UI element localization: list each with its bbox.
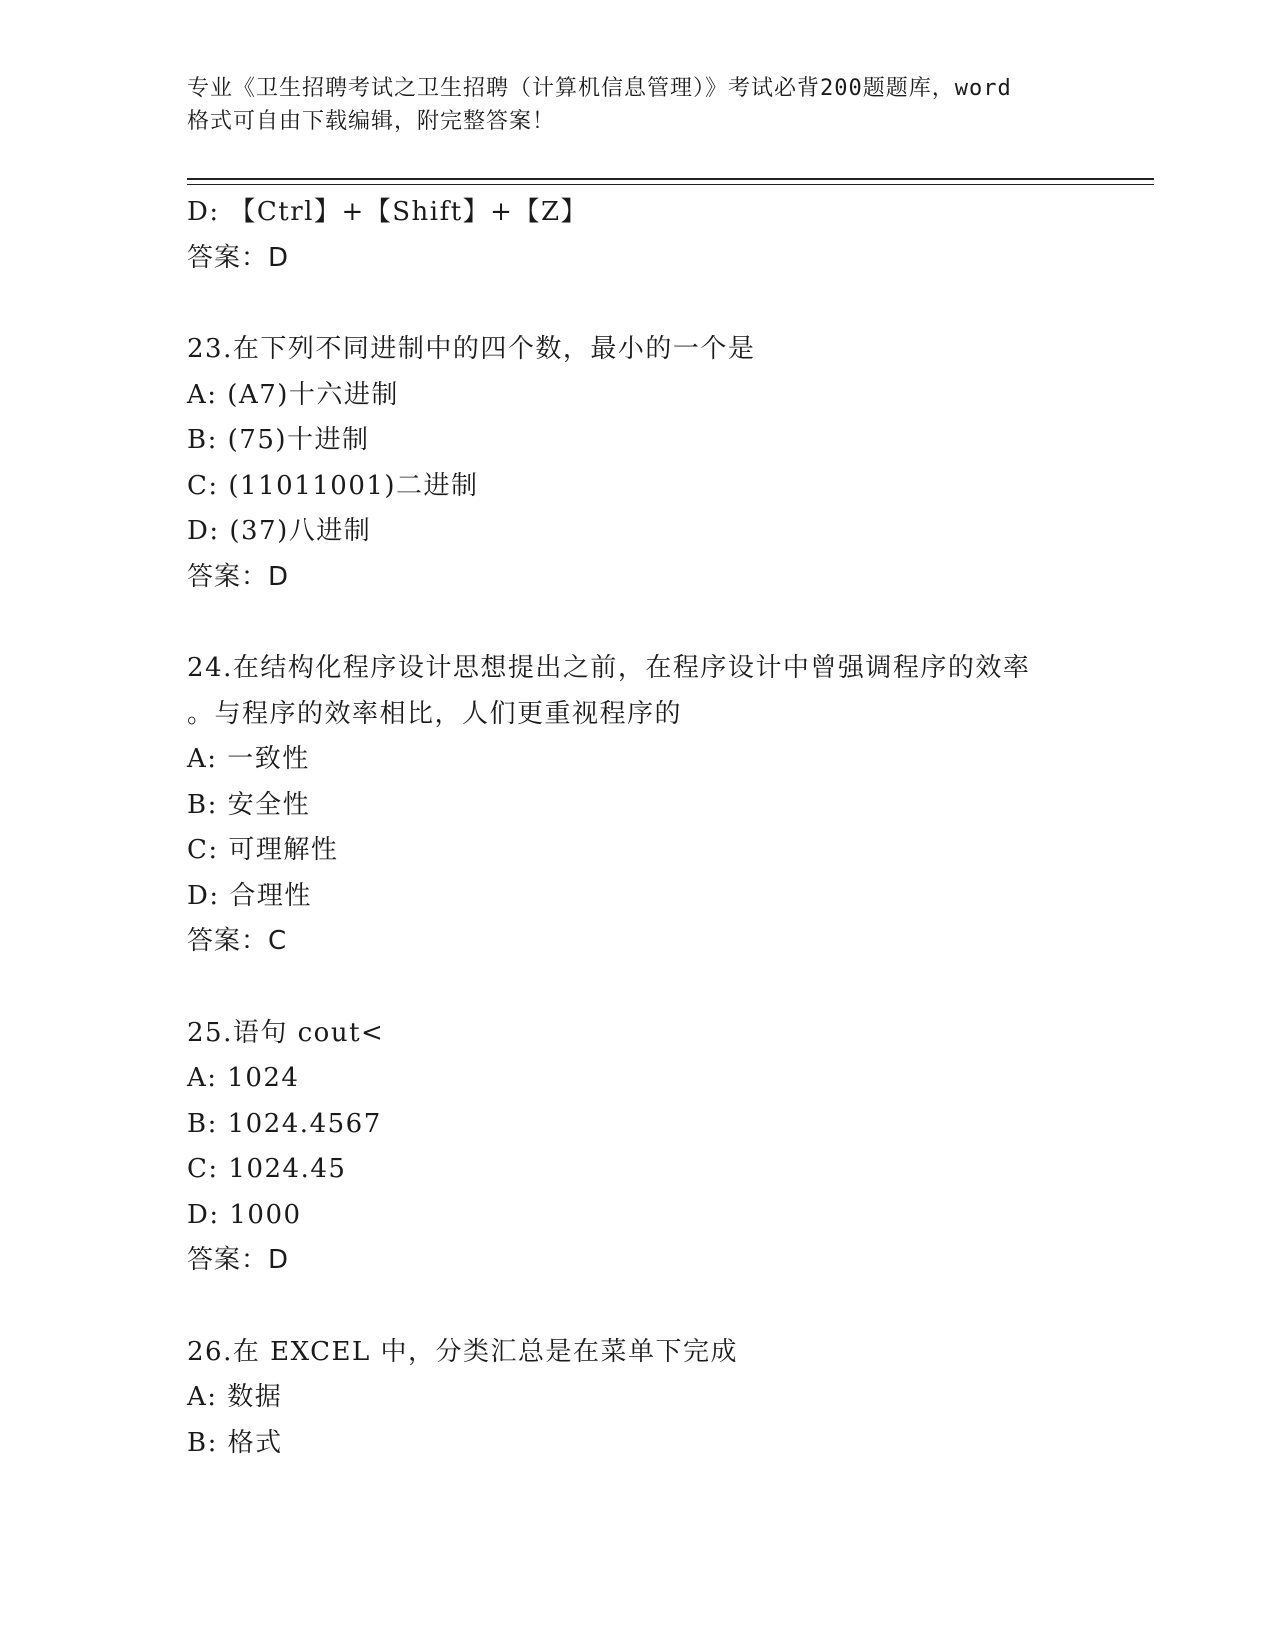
header-title-line-1: 专业《卫生招聘考试之卫生招聘（计算机信息管理）》考试必背200题题库，word — [187, 76, 1012, 101]
question-23 — [187, 327, 1147, 600]
question-26 — [187, 1330, 1147, 1467]
document-header — [187, 72, 1087, 138]
option-d: D: (37)八进制 — [187, 516, 372, 546]
spacer — [187, 600, 1147, 646]
answer-line: 答案：D — [187, 242, 290, 273]
option-a: A: 数据 — [187, 1382, 283, 1412]
answer-line: 答案：D — [187, 561, 290, 592]
spacer — [187, 965, 1147, 1011]
answer-line: 答案：D — [187, 1245, 290, 1275]
previous-question-tail — [187, 190, 1147, 281]
option-d: D: 【Ctrl】+【Shift】+【Z】 — [187, 197, 589, 227]
question-stem: 24.在结构化程序设计思想提出之前，在程序设计中曾强调程序的效率 — [187, 653, 1031, 683]
header-divider-thick — [187, 178, 1154, 180]
spacer — [187, 281, 1147, 327]
option-b: B: 安全性 — [187, 789, 311, 820]
header-title-line-2: 格式可自由下载编辑，附完整答案！ — [187, 109, 556, 134]
question-24 — [187, 646, 1147, 965]
option-c: C: (11011001)二进制 — [187, 470, 479, 501]
option-a: A: 一致性 — [187, 744, 310, 774]
question-stem: 25.语句 cout< — [187, 1017, 385, 1048]
option-b: B: 1024.4567 — [187, 1108, 382, 1139]
option-b: B: (75)十进制 — [187, 425, 370, 455]
option-d: D: 合理性 — [187, 880, 312, 911]
question-stem: 26.在 EXCEL 中，分类汇总是在菜单下完成 — [187, 1336, 739, 1367]
question-25 — [187, 1011, 1147, 1284]
option-a: A: (A7)十六进制 — [187, 379, 399, 410]
option-d: D: 1000 — [187, 1199, 302, 1230]
question-stem-continued: 。与程序的效率相比，人们更重视程序的 — [187, 698, 683, 729]
option-b: B: 格式 — [187, 1427, 283, 1458]
option-c: C: 1024.45 — [187, 1154, 347, 1184]
document-body — [187, 190, 1147, 1466]
spacer — [187, 1284, 1147, 1330]
question-stem: 23.在下列不同进制中的四个数，最小的一个是 — [187, 334, 756, 364]
option-a: A: 1024 — [187, 1063, 300, 1093]
header-divider-thin — [187, 184, 1154, 185]
option-c: C: 可理解性 — [187, 835, 339, 865]
answer-line: 答案：C — [187, 926, 288, 956]
